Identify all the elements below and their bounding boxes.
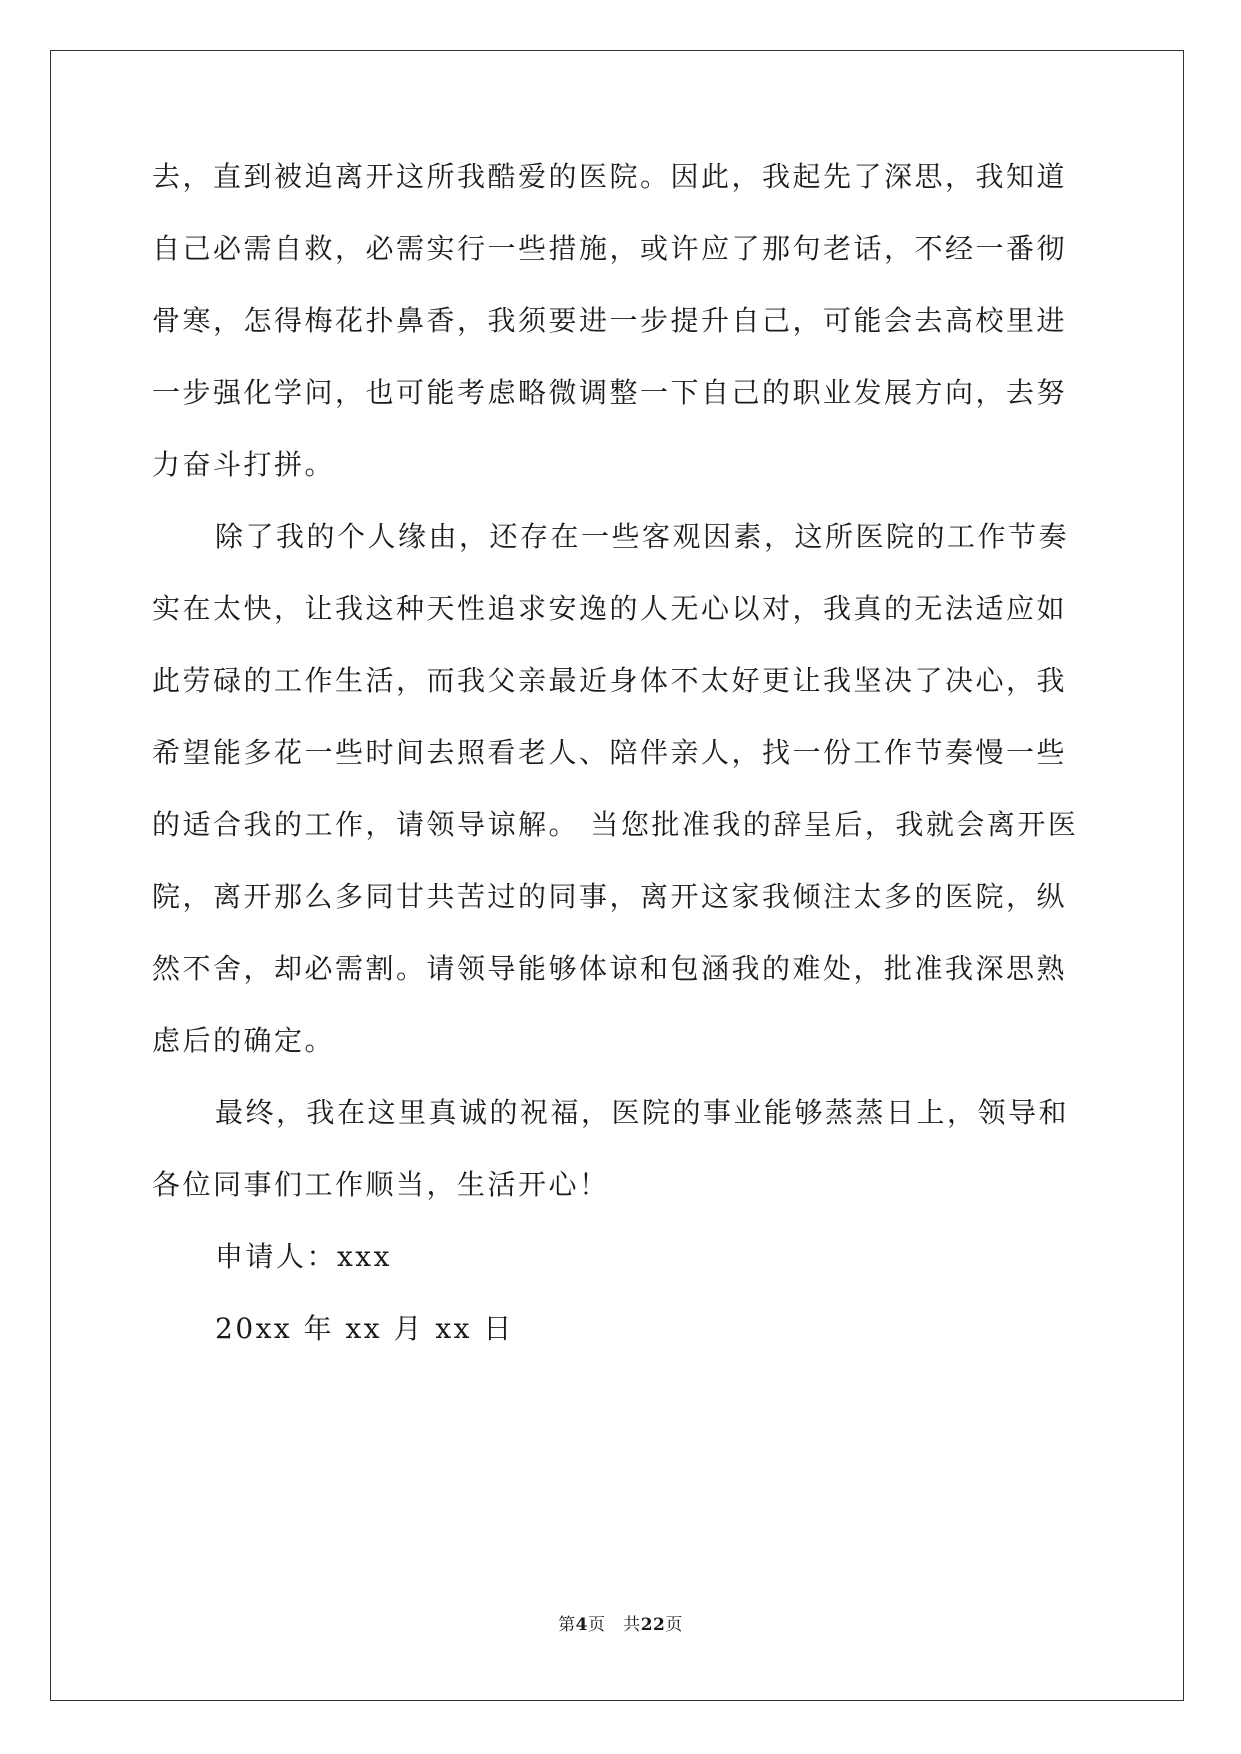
text-line: 去，直到被迫离开这所我酷爱的医院。因此，我起先了深思，我知道	[152, 160, 1068, 193]
text-line: 力奋斗打拼。	[152, 448, 336, 481]
total-pages: 22	[640, 1615, 666, 1635]
text-line: 此劳碌的工作生活，而我父亲最近身体不太好更让我坚决了决心，我	[152, 664, 1068, 697]
text-line: 除了我的个人缘由，还存在一些客观因素，这所医院的工作节奏	[215, 520, 1070, 553]
text-line: 虑后的确定。	[152, 1024, 336, 1057]
text-line: 希望能多花一些时间去照看老人、陪伴亲人，找一份工作节奏慢一些	[152, 736, 1068, 769]
text-line: 院，离开那么多同甘共苦过的同事，离开这家我倾注太多的医院，纵	[152, 880, 1068, 913]
text-line: 实在太快，让我这种天性追求安逸的人无心以对，我真的无法适应如	[152, 592, 1068, 625]
applicant-line: 申请人：xxx	[215, 1240, 392, 1273]
text-line: 各位同事们工作顺当，生活开心！	[152, 1168, 610, 1201]
total-prefix: 共	[623, 1615, 641, 1635]
date-line: 20xx 年 xx 月 xx 日	[215, 1312, 514, 1345]
page-prefix: 第	[558, 1615, 576, 1635]
text-line: 一步强化学问，也可能考虑略微调整一下自己的职业发展方向，去努	[152, 376, 1068, 409]
text-line: 骨寒，怎得梅花扑鼻香，我须要进一步提升自己，可能会去高校里进	[152, 304, 1068, 337]
text-line: 自己必需自救，必需实行一些措施，或许应了那句老话，不经一番彻	[152, 232, 1068, 265]
page-number: 4	[575, 1615, 588, 1635]
text-line: 最终，我在这里真诚的祝福，医院的事业能够蒸蒸日上，领导和	[215, 1096, 1070, 1129]
text-line: 然不舍，却必需割。请领导能够体谅和包涵我的难处，批准我深思熟	[152, 952, 1068, 985]
page-suffix: 页	[587, 1615, 606, 1635]
text-line: 的适合我的工作，请领导谅解。 当您批准我的辞呈后，我就会离开医	[152, 808, 1079, 841]
total-suffix: 页	[665, 1615, 683, 1635]
page-frame	[50, 50, 1184, 1701]
page-footer	[0, 1613, 1241, 1637]
